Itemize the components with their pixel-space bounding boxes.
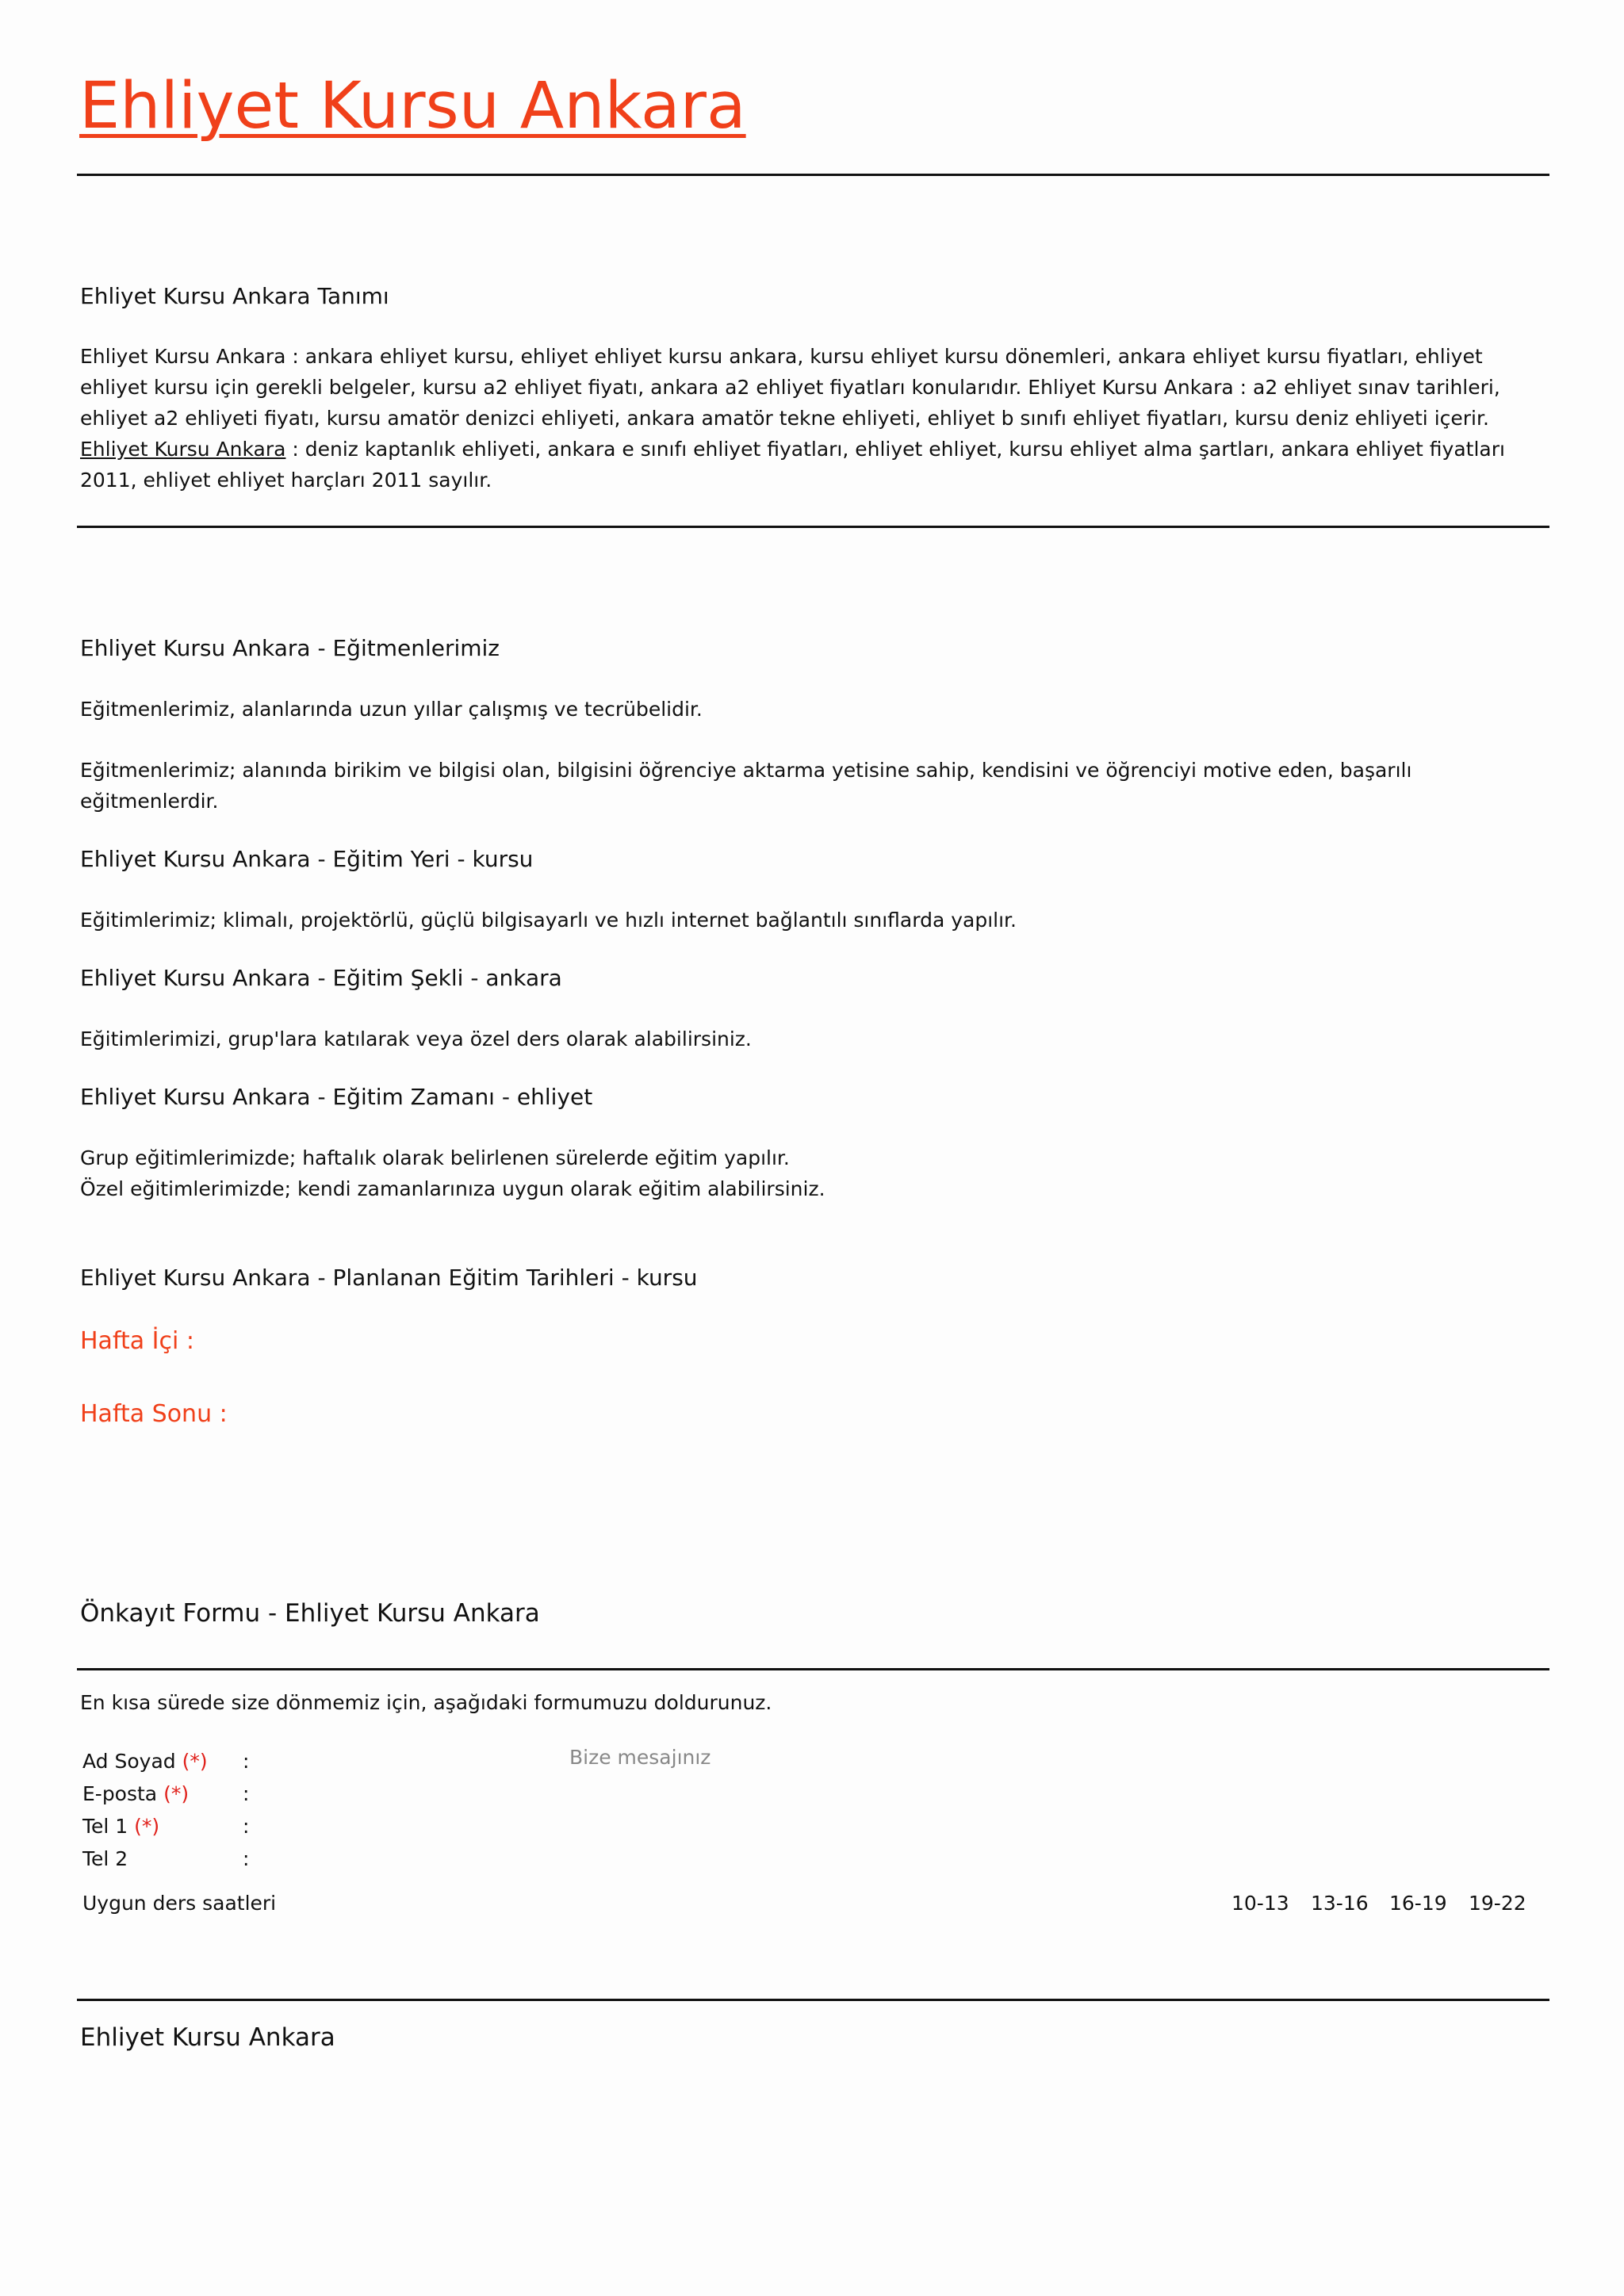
section-divider: [77, 526, 1549, 528]
tel1-field[interactable]: [262, 1813, 547, 1840]
form-divider: [77, 1668, 1549, 1670]
tel1-label: Tel 1 (*): [82, 1815, 160, 1838]
hour-option-16-19[interactable]: 16-19: [1389, 1892, 1447, 1915]
message-textarea[interactable]: [569, 1746, 1045, 1857]
hour-option-10-13[interactable]: 10-13: [1231, 1892, 1289, 1915]
schedule-line-2: Özel eğitimlerimizde; kendi zamanlarınıza uygun olarak eğitim alabilirsiniz.: [80, 1177, 825, 1200]
email-colon: :: [243, 1782, 250, 1805]
format-text: Eğitimlerimizi, grup'lara katılarak veya özel ders olarak alabilirsiniz.: [80, 1027, 752, 1050]
required-mark: (*): [182, 1750, 208, 1773]
dates-heading: Ehliyet Kursu Ankara - Planlanan Eğitim Tarihleri - kursu: [80, 1265, 698, 1291]
definition-text: Ehliyet Kursu Ankara : ankara ehliyet kursu, ehliyet ehliyet kursu ankara, kursu ehliyet kursu dönemleri, ankara ehliyet kursu fiyatları, ehliyet ehliyet kursu için gerekli belgeler, kursu a2 ehliyet fiyatı, ankara a2 ehliyet fiyatları konularıdır. Ehliyet Kursu Ankara : a2 ehliyet sınav tarihleri, ehliyet a2 ehliyeti fiyatı, kursu amatör denizci ehliyeti, ankara amatör tekne ehliyeti, ehliyet b sınıfı ehliyet fiyatları, kursu deniz ehliyeti içerir. Ehliyet Kursu Ankara : deniz kaptanlık ehliyeti, ankara e sınıfı ehliyet fiyatları, ehliyet ehliyet, kursu ehliyet alma şartları, ankara ehliyet fiyatları 2011, ehliyet ehliyet harçları 2011 sayılır.: [80, 345, 1505, 492]
weekday-label: Hafta İçi :: [80, 1327, 194, 1355]
required-mark: (*): [163, 1782, 190, 1805]
tel2-colon: :: [243, 1847, 250, 1870]
email-field[interactable]: [262, 1781, 547, 1808]
hour-option-13-16[interactable]: 13-16: [1311, 1892, 1369, 1915]
site-title-link[interactable]: Ehliyet Kursu Ankara: [79, 69, 746, 144]
location-heading: Ehliyet Kursu Ankara - Eğitim Yeri - kursu: [80, 846, 534, 872]
location-text: Eğitimlerimiz; klimalı, projektörlü, güçlü bilgisayarlı ve hızlı internet bağlantılı sınıflarda yapılır.: [80, 909, 1017, 932]
header-divider: [77, 174, 1549, 176]
name-field[interactable]: [262, 1748, 547, 1775]
tel1-colon: :: [243, 1815, 250, 1838]
tel2-field[interactable]: [262, 1846, 547, 1873]
form-heading: Önkayıt Formu - Ehliyet Kursu Ankara: [80, 1599, 540, 1628]
name-colon: :: [243, 1750, 250, 1773]
tel2-label: Tel 2: [82, 1847, 128, 1870]
schedule-line-1: Grup eğitimlerimizde; haftalık olarak belirlenen sürelerde eğitim yapılır.: [80, 1146, 790, 1169]
name-label: Ad Soyad (*): [82, 1750, 208, 1773]
footer-text: Ehliyet Kursu Ankara: [80, 2023, 335, 2052]
instructors-heading: Ehliyet Kursu Ankara - Eğitmenlerimiz: [80, 635, 500, 661]
required-mark: (*): [134, 1815, 160, 1838]
hours-label: Uygun ders saatleri: [82, 1892, 277, 1915]
format-heading: Ehliyet Kursu Ankara - Eğitim Şekli - ankara: [80, 965, 562, 991]
schedule-heading: Ehliyet Kursu Ankara - Eğitim Zamanı - ehliyet: [80, 1084, 593, 1110]
definition-heading: Ehliyet Kursu Ankara Tanımı: [80, 283, 389, 309]
weekend-label: Hafta Sonu :: [80, 1400, 228, 1428]
instructors-text-2: Eğitmenlerimiz; alanında birikim ve bilgisi olan, bilgisini öğrenciye aktarma yetisine sahip, kendisini ve öğrenciyi motive eden, başarılı eğitmenlerdir.: [80, 759, 1412, 813]
definition-link[interactable]: Ehliyet Kursu Ankara: [80, 438, 286, 461]
hour-option-19-22[interactable]: 19-22: [1469, 1892, 1526, 1915]
email-label: E-posta (*): [82, 1782, 190, 1805]
instructors-text-1: Eğitmenlerimiz, alanlarında uzun yıllar çalışmış ve tecrübelidir.: [80, 698, 703, 721]
form-intro: En kısa sürede size dönmemiz için, aşağıdaki formumuzu doldurunuz.: [80, 1691, 772, 1714]
footer-divider: [77, 1999, 1549, 2001]
